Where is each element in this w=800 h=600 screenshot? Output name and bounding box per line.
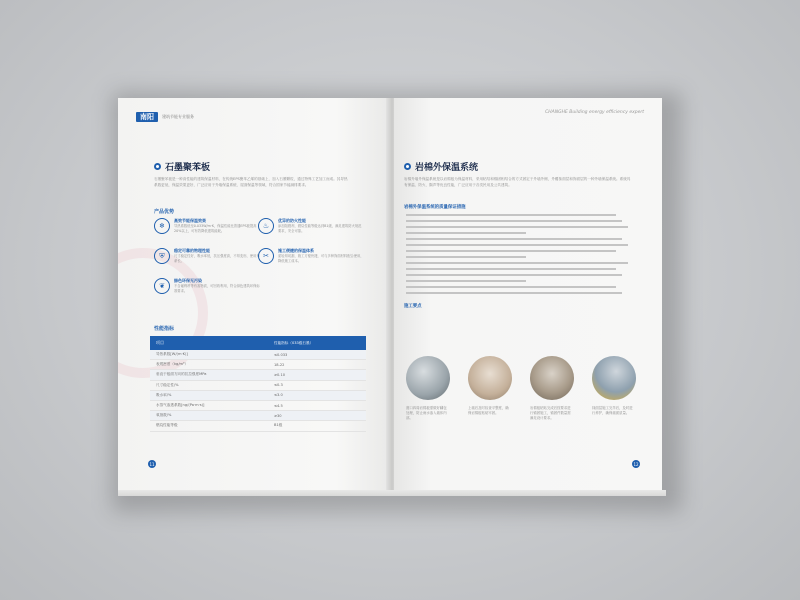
quality-label: 岩棉外保温系统的质量保证措施 [404, 205, 466, 210]
table-cell-value: ≤0.033 [274, 352, 288, 357]
page-stack-edge [118, 490, 666, 496]
table-cell-value: 18-22 [274, 362, 285, 367]
leaf-icon: ❦ [154, 278, 170, 294]
feature-item [154, 278, 262, 306]
construction-label: 施工要点 [404, 304, 422, 309]
table-row [150, 360, 366, 370]
thermometer-icon: ❄ [154, 218, 170, 234]
feature-desc: 质轻易切割，施工方便快捷，可与多种饰面材料配合使用，降低施工成本。 [278, 254, 364, 263]
feature-title: 高效节能保温效果 [174, 218, 206, 223]
right-section-title [404, 160, 478, 173]
feature-item [154, 248, 262, 276]
table-cell-value: ≥30 [274, 413, 282, 418]
page-number-left: 11 [149, 461, 155, 467]
table-label: 性能指标 [154, 326, 175, 332]
table-cell-value: ≤3.0 [274, 393, 283, 398]
table-row [150, 370, 366, 380]
feature-desc: 尺寸稳定性好，吸水率低，抗压强度高，不易变形，使用寿命长。 [174, 254, 260, 263]
table-body [150, 350, 366, 432]
specs-table [150, 336, 366, 432]
right-section-title-text: 岩棉外保温系统 [415, 163, 479, 173]
text-line [406, 232, 526, 234]
text-line [406, 286, 616, 288]
text-line [406, 268, 616, 270]
section-title [154, 160, 210, 173]
construction-photo [530, 356, 574, 400]
section-title-text: 石墨聚苯板 [165, 163, 211, 173]
left-page [118, 98, 390, 490]
table-cell-item: 水蒸气渗透系数[ng/(Pa·m·s)] [156, 403, 205, 408]
left-page-header [136, 112, 194, 122]
photo-caption: 岩棉板粘贴完成后按要求进行锚固施工，锚固件数量需满足设计要求。 [530, 406, 571, 420]
feature-title: 稳定可靠的物理性能 [174, 248, 210, 253]
feature-item [258, 248, 366, 276]
table-cell-item: 尺寸稳定性/% [156, 382, 179, 387]
table-cell-item: 垂直于板面方向的抗拉强度MPa [156, 372, 207, 377]
feature-title: 优异的防火性能 [278, 218, 306, 223]
table-cell-value: ≤0.3 [274, 383, 283, 388]
table-row [150, 381, 366, 391]
table-row [150, 411, 366, 421]
tools-icon: ✂ [258, 248, 274, 264]
construction-photo [592, 356, 636, 400]
table-row [150, 401, 366, 411]
table-header [150, 336, 366, 350]
feature-desc: 不含氟利昂等有害物质，可回收利用，符合绿色建筑环保标准要求。 [174, 284, 260, 293]
table-row [150, 391, 366, 401]
feature-title: 施工便捷的保温体系 [278, 248, 314, 253]
right-page-header: CHANGHE Building energy efficiency expert [545, 110, 644, 115]
table-cell-item: 导热系数[W/(m·K)] [156, 352, 188, 357]
brand-logo: 南阳 [136, 112, 158, 122]
table-header-item: 项目 [156, 340, 164, 345]
page-number-right: 12 [633, 461, 639, 467]
text-line [406, 214, 616, 216]
text-line [406, 274, 622, 276]
text-line [406, 250, 616, 252]
features-label: 产品优势 [154, 209, 175, 215]
photo-caption: 窗口四周岩棉板需做好翻包处理，防止雨水渗入墙体内部。 [406, 406, 447, 420]
table-cell-item: 燃烧性能等级 [156, 423, 178, 428]
text-line [406, 262, 628, 264]
photo-caption: 上墙后及时检查平整度，确保岩棉板粘贴牢固。 [468, 406, 509, 415]
table-cell-value: ≥0.10 [274, 372, 286, 377]
header-text: 建筑节能专业服务 [162, 114, 194, 119]
intro-paragraph: 石墨聚苯板是一种高性能的建筑保温材料，在传统EPS聚苯乙烯的基础上，加入石墨颗粒，通过特殊工艺加工而成。其导热系数更低，保温效果更好，广泛应用于外墙保温系统、屋面保温等领域，符合国家节能减排要求。 [154, 177, 348, 187]
right-page [394, 98, 662, 490]
table-cell-value: ≤4.5 [274, 403, 283, 408]
feature-title: 绿色环保无污染 [174, 278, 202, 283]
flame-icon: ♨ [258, 218, 274, 234]
right-section-bullet-icon [404, 163, 411, 170]
table-row [150, 350, 366, 360]
text-line [406, 220, 622, 222]
text-line [406, 292, 622, 294]
construction-photo [468, 356, 512, 400]
text-line [406, 256, 526, 258]
construction-photo [406, 356, 450, 400]
feature-desc: 导热系数低至0.033W/m·K，保温性能比普通EPS板提高20%以上，可有效降低建筑能耗。 [174, 224, 257, 233]
open-brochure [118, 98, 666, 498]
table-header-value: 性能指标（033级石墨） [274, 340, 314, 345]
text-line [406, 238, 622, 240]
feature-item [258, 218, 366, 246]
section-bullet-icon [154, 163, 161, 170]
photo-caption: 抹面层施工完毕后，及时进行养护，确保墙面质量。 [592, 406, 633, 415]
text-line [406, 244, 628, 246]
table-row [150, 421, 366, 431]
table-cell-value: B1级 [274, 423, 283, 428]
feature-item [154, 218, 262, 246]
text-line [406, 280, 526, 282]
feature-desc: 添加阻燃剂，燃烧性能等级达到B1级，满足建筑防火规范要求，安全可靠。 [278, 224, 362, 233]
right-intro-paragraph: 岩棉外墙外保温系统是以岩棉板为保温材料，采用粘结和锚固相结合的方式固定于外墙外侧，外覆抹面层和饰面层的一种外墙保温系统。系统具有保温、防火、隔声等优良性能，广泛应用于各类民用及公共建筑。 [404, 177, 631, 187]
shield-icon: ⛨ [154, 248, 170, 264]
table-cell-item: 表观密度（kg/m³） [156, 362, 189, 367]
table-cell-item: 吸水率/% [156, 392, 172, 397]
text-line [406, 226, 628, 228]
table-cell-item: 氧指数/% [156, 413, 172, 418]
